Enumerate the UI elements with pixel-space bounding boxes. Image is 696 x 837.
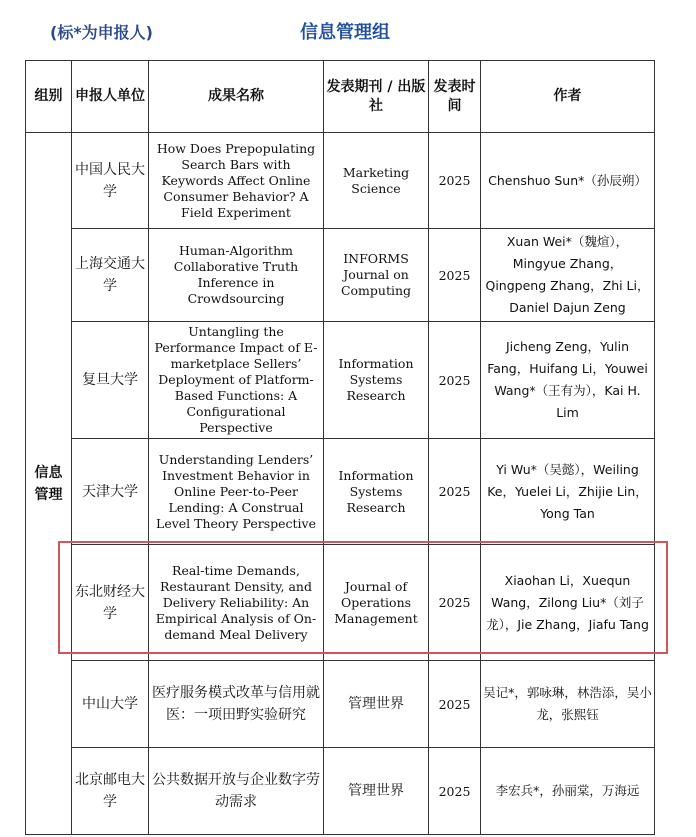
unit-cell: 上海交通大学	[72, 229, 149, 322]
title-cell: How Does Prepopulating Search Bars with Keywords Affect Online Consumer Behavior? A Field Experiment	[149, 133, 324, 229]
table-row	[26, 748, 655, 835]
authors-cell: 吴记*，郭咏琳，林浩添，吴小龙，张熙钰	[481, 661, 655, 748]
authors-cell: Jicheng Zeng，Yulin Fang，Huifang Li，Youwei Wang*（王有为），Kai H. Lim	[481, 322, 655, 439]
authors-cell: Xiaohan Li，Xuequn Wang，Zilong Liu*（刘子龙），Jie Zhang，Jiafu Tang	[481, 545, 655, 661]
table-row	[26, 322, 655, 439]
group-cell: 信息管理	[26, 133, 72, 835]
unit-cell: 中山大学	[72, 661, 149, 748]
table-row	[26, 545, 655, 661]
header-authors: 作者	[481, 61, 655, 133]
table-row	[26, 661, 655, 748]
header-venue: 发表期刊 / 出版社	[324, 61, 429, 133]
venue-cell: 管理世界	[324, 661, 429, 748]
applicant-note: (标*为申报人)	[50, 23, 153, 42]
venue-cell: Information Systems Research	[324, 322, 429, 439]
unit-cell: 东北财经大学	[72, 545, 149, 661]
year-cell: 2025	[429, 133, 481, 229]
title-cell: 公共数据开放与企业数字劳动需求	[149, 748, 324, 835]
title-cell: Untangling the Performance Impact of E-marketplace Sellers’ Deployment of Platform-Based Functions: A Configurational Perspective	[149, 322, 324, 439]
title-cell: Real-time Demands, Restaurant Density, and Delivery Reliability: An Empirical Analysis of On-demand Meal Delivery	[149, 545, 324, 661]
year-cell: 2025	[429, 748, 481, 835]
title-cell: Understanding Lenders’ Investment Behavior in Online Peer-to-Peer Lending: A Construal Level Theory Perspective	[149, 439, 324, 545]
venue-cell: 管理世界	[324, 748, 429, 835]
year-cell: 2025	[429, 545, 481, 661]
table-row	[26, 439, 655, 545]
table-header-row	[26, 61, 655, 133]
header-name: 成果名称	[149, 61, 324, 133]
year-cell: 2025	[429, 661, 481, 748]
table-row	[26, 133, 655, 229]
page-title: 信息管理组	[300, 22, 390, 43]
header-time: 发表时间	[429, 61, 481, 133]
year-cell: 2025	[429, 439, 481, 545]
unit-cell: 中国人民大学	[72, 133, 149, 229]
unit-cell: 天津大学	[72, 439, 149, 545]
header-group: 组别	[26, 61, 72, 133]
table-row	[26, 229, 655, 322]
title-cell: 医疗服务模式改革与信用就医：一项田野实验研究	[149, 661, 324, 748]
year-cell: 2025	[429, 229, 481, 322]
authors-cell: Yi Wu*（吴懿），Weiling Ke，Yuelei Li，Zhijie Lin，Yong Tan	[481, 439, 655, 545]
authors-cell: Xuan Wei*（魏煊），Mingyue Zhang，Qingpeng Zhang，Zhi Li，Daniel Dajun Zeng	[481, 229, 655, 322]
title-cell: Human-Algorithm Collaborative Truth Inference in Crowdsourcing	[149, 229, 324, 322]
results-table	[25, 60, 655, 835]
venue-cell: Journal of Operations Management	[324, 545, 429, 661]
venue-cell: Information Systems Research	[324, 439, 429, 545]
venue-cell: INFORMS Journal on Computing	[324, 229, 429, 322]
header-unit: 申报人单位	[72, 61, 149, 133]
venue-cell: Marketing Science	[324, 133, 429, 229]
unit-cell: 北京邮电大学	[72, 748, 149, 835]
authors-cell: 李宏兵*，孙丽棠，万海远	[481, 748, 655, 835]
year-cell: 2025	[429, 322, 481, 439]
authors-cell: Chenshuo Sun*（孙辰朔）	[481, 133, 655, 229]
unit-cell: 复旦大学	[72, 322, 149, 439]
